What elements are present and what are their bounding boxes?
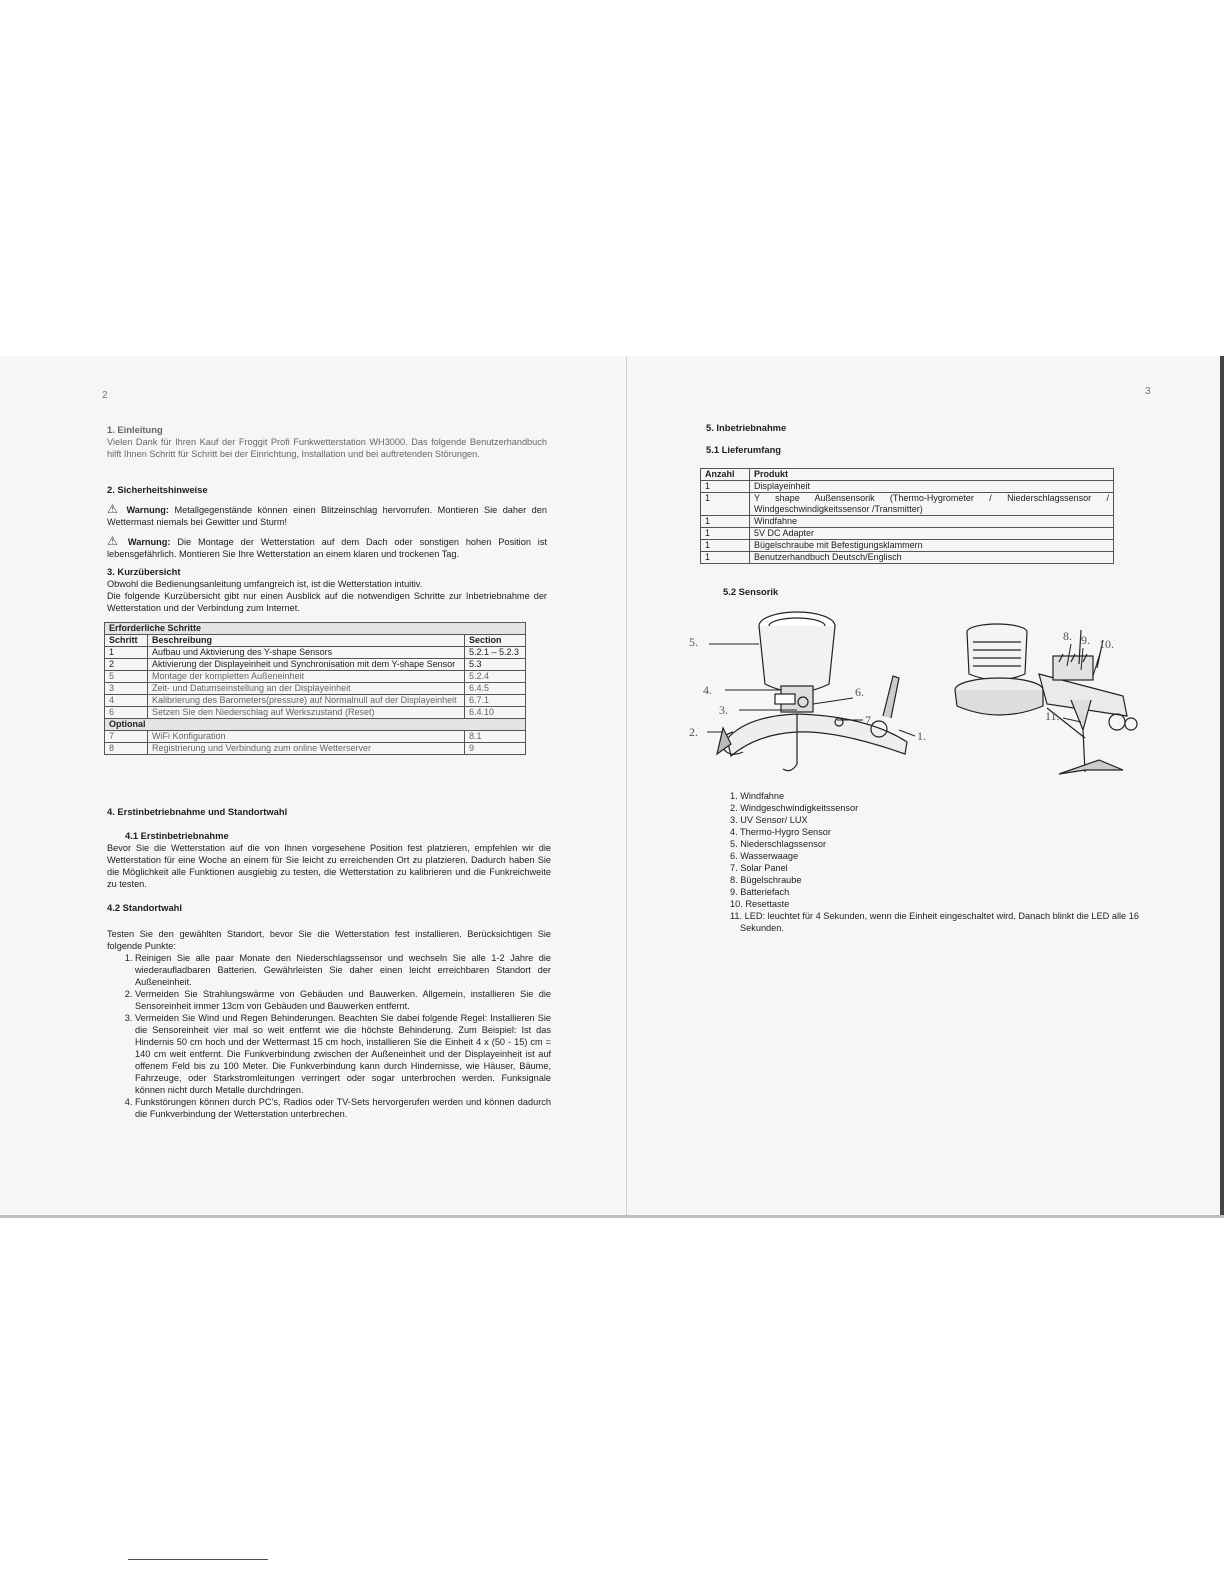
section-safety [107, 484, 547, 560]
cell-product: Displayeinheit [750, 481, 1114, 493]
optional-label: Optional [105, 719, 526, 731]
col-header-product: Produkt [750, 469, 1114, 481]
cell-step: 7 [105, 731, 148, 743]
section-overview [107, 566, 547, 614]
cell-product: Benutzerhandbuch Deutsch/Englisch [750, 552, 1114, 564]
steps-table-header [105, 635, 526, 647]
callout-8: 8. [1063, 629, 1072, 643]
callout-9: 9. [1081, 633, 1090, 647]
callout-7: 7. [865, 713, 874, 727]
heading-first-setup: 4. Erstinbetriebnahme und Standortwahl [107, 806, 288, 817]
page-bottom-shadow [0, 1215, 1224, 1218]
col-header-quantity: Anzahl [701, 469, 750, 481]
delivery-table [700, 468, 1114, 564]
table-row [701, 481, 1114, 493]
table-row [105, 707, 526, 719]
section-first-setup [107, 806, 551, 1120]
location-points [107, 952, 551, 1120]
warning-1 [107, 503, 547, 528]
table-row [105, 647, 526, 659]
table-row [701, 552, 1114, 564]
delivery-table-wrap [700, 468, 1114, 564]
cell-description: Montage der kompletten Außeneinheit [148, 671, 465, 683]
left-page [0, 356, 627, 1218]
callout-1: 1. [917, 729, 926, 743]
cell-section: 5.2.4 [465, 671, 526, 683]
legend-item: 5. Niederschlagssensor [730, 839, 827, 849]
page-number-right: 3 [1145, 386, 1151, 397]
cell-section: 5.3 [465, 659, 526, 671]
callout-6: 6. [855, 685, 864, 699]
heading-safety: 2. Sicherheitshinweise [107, 484, 208, 495]
cell-description: Setzen Sie den Niederschlag auf Werkszustand (Reset) [148, 707, 465, 719]
cell-description: Aktivierung der Displayeinheit und Synchronisation mit dem Y-shape Sensor [148, 659, 465, 671]
legend-list [730, 790, 1170, 934]
cell-product: Windfahne [750, 516, 1114, 528]
y-sensor-drawing [717, 612, 907, 771]
warning-triangle-icon: ⚠ [107, 502, 118, 516]
delivery-table-header [701, 469, 1114, 481]
cell-quantity: 1 [701, 493, 750, 516]
legend-item: 3. UV Sensor/ LUX [730, 815, 808, 825]
page-edge [1220, 356, 1224, 1218]
table-row [701, 528, 1114, 540]
sensor-legend [730, 790, 1170, 934]
table-row [105, 659, 526, 671]
cell-section: 8.1 [465, 731, 526, 743]
table-row [701, 540, 1114, 552]
col-header-description: Beschreibung [148, 635, 465, 647]
cell-section: 9 [465, 743, 526, 755]
cell-section: 5.2.1 – 5.2.3 [465, 647, 526, 659]
heading-5-2-wrap [723, 586, 778, 598]
table-row [701, 493, 1114, 516]
cell-product: Y shape Außensensorik (Thermo-Hygrometer / Niederschlagssensor / Windgeschwindigkeitssensor /Transmitter) [750, 493, 1114, 516]
cell-description: WiFi Konfiguration [148, 731, 465, 743]
cell-quantity: 1 [701, 516, 750, 528]
heading-4-1: 4.1 Erstinbetriebnahme [125, 830, 229, 841]
list-item: 3. Vermeiden Sie Wind und Regen Behinderungen. Beachten Sie dabei folgende Regel: Installieren Sie die Sensoreinheit vier mal so weit entfernt wie die höchste Behinderung. Zum Beispiel: Ist das Hindernis 50 cm hoch und der Wettermast 15 cm hoch, installieren Sie die Einheit 4 x (50 - 15) cm = 140 cm weit entfernt. Die Funkverbindung zwischen der Außeneinheit und der Displayeinheit ist auf offenem Feld bis zu 100 Meter. Die Funkverbindung kann durch Hindernisse, wie Häuser, Bäume, Fahrzeuge, oder Starkstromleitungen verringert oder sogar unterbrochen werden. Funksignale können nicht durch Metalle durchdringen. [135, 1012, 551, 1096]
legend-item: 4. Thermo-Hygro Sensor [730, 827, 831, 837]
heading-4-2: 4.2 Standortwahl [107, 902, 183, 913]
bottom-rule [128, 1559, 268, 1560]
legend-item: 7. Solar Panel [730, 863, 788, 873]
heading-overview: 3. Kurzübersicht [107, 566, 181, 577]
cell-quantity: 1 [701, 481, 750, 493]
table-row [105, 683, 526, 695]
cell-step: 1 [105, 647, 148, 659]
page-number-left: 2 [102, 390, 108, 401]
cell-quantity: 1 [701, 552, 750, 564]
table-row [105, 695, 526, 707]
legend-item: 1. Windfahne [730, 791, 785, 801]
legend-item: 10. Resettaste [730, 899, 790, 909]
legend-item: 2. Windgeschwindigkeitssensor [730, 803, 859, 813]
callout-4: 4. [703, 683, 712, 697]
cell-description: Aufbau und Aktivierung des Y-shape Sensors [148, 647, 465, 659]
cell-description: Registrierung und Verbindung zum online Wetterserver [148, 743, 465, 755]
cell-step: 5 [105, 671, 148, 683]
list-item: 2. Vermeiden Sie Strahlungswärme von Gebäuden und Bauwerken. Allgemein, installieren Sie die Sensoreinheit immer 13cm von Gebäuden und Bauwerken entfernt. [135, 988, 551, 1012]
legend-item: 8. Bügelschraube [730, 875, 802, 885]
cell-section: 6.4.10 [465, 707, 526, 719]
cell-product: Bügelschraube mit Befestigungsklammern [750, 540, 1114, 552]
cell-step: 8 [105, 743, 148, 755]
heading-commissioning: 5. Inbetriebnahme [706, 422, 787, 433]
introduction-text: Vielen Dank für Ihren Kauf der Froggit Profi Funkwetterstation WH3000. Das folgende Benutzerhandbuch hilft Ihnen Schritt für Schritt bei der Einrichtung, Installation und bei auftretenden Störungen. [107, 437, 547, 459]
cell-quantity: 1 [701, 540, 750, 552]
section-introduction [107, 424, 547, 460]
cell-description: Zeit- und Datumseinstellung an der Displayeinheit [148, 683, 465, 695]
warning-1-label: Warnung: [126, 505, 169, 515]
steps-table-wrap [104, 622, 526, 755]
book-spread [0, 356, 1224, 1218]
sensor-diagram [687, 604, 1157, 794]
section-commissioning [706, 422, 1126, 456]
callout-3: 3. [719, 703, 728, 717]
warning-1-text: Metallgegenstände können einen Blitzeinschlag hervorrufen. Montieren Sie daher den Wettermast niemals bei Gewitter und Sturm! [107, 505, 547, 527]
first-setup-text: Bevor Sie die Wetterstation auf die von Ihnen vorgesehene Position fest platzieren, empfehlen wir die Wetterstation für eine Woche an einem für Sie leicht zu erreichenden Ort zu platzieren. Dadurch haben Sie die Möglichkeit alle Funktionen ausgiebig zu testen, die Wetterstation zu kalibrieren und die Funkreichweite zu testen. [107, 843, 551, 889]
table-row [701, 516, 1114, 528]
cell-product: 5V DC Adapter [750, 528, 1114, 540]
legend-item: 11. LED: leuchtet für 4 Sekunden, wenn die Einheit eingeschaltet wird. Danach blinkt die LED alle 16 Sekunden. [730, 911, 1139, 933]
list-item: 4. Funkstörungen können durch PC's, Radios oder TV-Sets hervorgerufen werden und können dadurch die Funkverbindung der Wetterstation unterbrechen. [135, 1096, 551, 1120]
col-header-step: Schritt [105, 635, 148, 647]
cell-quantity: 1 [701, 528, 750, 540]
cell-step: 6 [105, 707, 148, 719]
steps-table-title: Erforderliche Schritte [105, 623, 526, 635]
cell-section: 6.4.5 [465, 683, 526, 695]
cell-section: 6.7.1 [465, 695, 526, 707]
right-page [627, 356, 1224, 1218]
callout-2: 2. [689, 725, 698, 739]
optional-title-row [105, 719, 526, 731]
warning-triangle-icon: ⚠ [107, 534, 118, 548]
heading-5-1: 5.1 Lieferumfang [706, 444, 782, 455]
table-row [105, 671, 526, 683]
overview-line-1: Obwohl die Bedienungsanleitung umfangreich ist, ist die Wetterstation intuitiv. [107, 579, 423, 589]
warning-2-label: Warnung: [127, 537, 171, 547]
overview-line-2: Die folgende Kurzübersicht gibt nur einen Ausblick auf die notwendigen Schritte zur Inbetriebnahme der Wetterstation und der Verbindung zum Internet. [107, 591, 547, 613]
legend-item: 9. Batteriefach [730, 887, 790, 897]
callout-5: 5. [689, 635, 698, 649]
callout-10: 10. [1099, 637, 1114, 651]
table-row [105, 731, 526, 743]
location-intro: Testen Sie den gewählten Standort, bevor Sie die Wetterstation fest installieren. Berücksichtigen Sie folgende Punkte: [107, 929, 551, 951]
cell-step: 4 [105, 695, 148, 707]
heading-introduction: 1. Einleitung [107, 424, 163, 435]
cell-step: 2 [105, 659, 148, 671]
col-header-section: Section [465, 635, 526, 647]
warning-2 [107, 535, 547, 560]
table-row [105, 743, 526, 755]
steps-table-title-row [105, 623, 526, 635]
heading-5-2: 5.2 Sensorik [723, 586, 779, 597]
legend-item: 6. Wasserwaage [730, 851, 799, 861]
callout-11: 11. [1045, 709, 1060, 723]
list-item: 1. Reinigen Sie alle paar Monate den Niederschlagssensor und wechseln Sie alle 1-2 Jahre die wiederaufladbaren Batterien. Gewährleisten Sie daher einen leicht erreichbaren Standort der Außeneinheit. [135, 952, 551, 988]
steps-table [104, 622, 526, 755]
warning-2-text: Die Montage der Wetterstation auf dem Dach oder sonstigen hohen Position ist lebensgefährlich. Montieren Sie Ihre Wetterstation an einem klaren und trockenen Tag. [107, 537, 547, 559]
cell-description: Kalibrierung des Barometers(pressure) auf Normalnull auf der Displayeinheit [148, 695, 465, 707]
cell-step: 3 [105, 683, 148, 695]
